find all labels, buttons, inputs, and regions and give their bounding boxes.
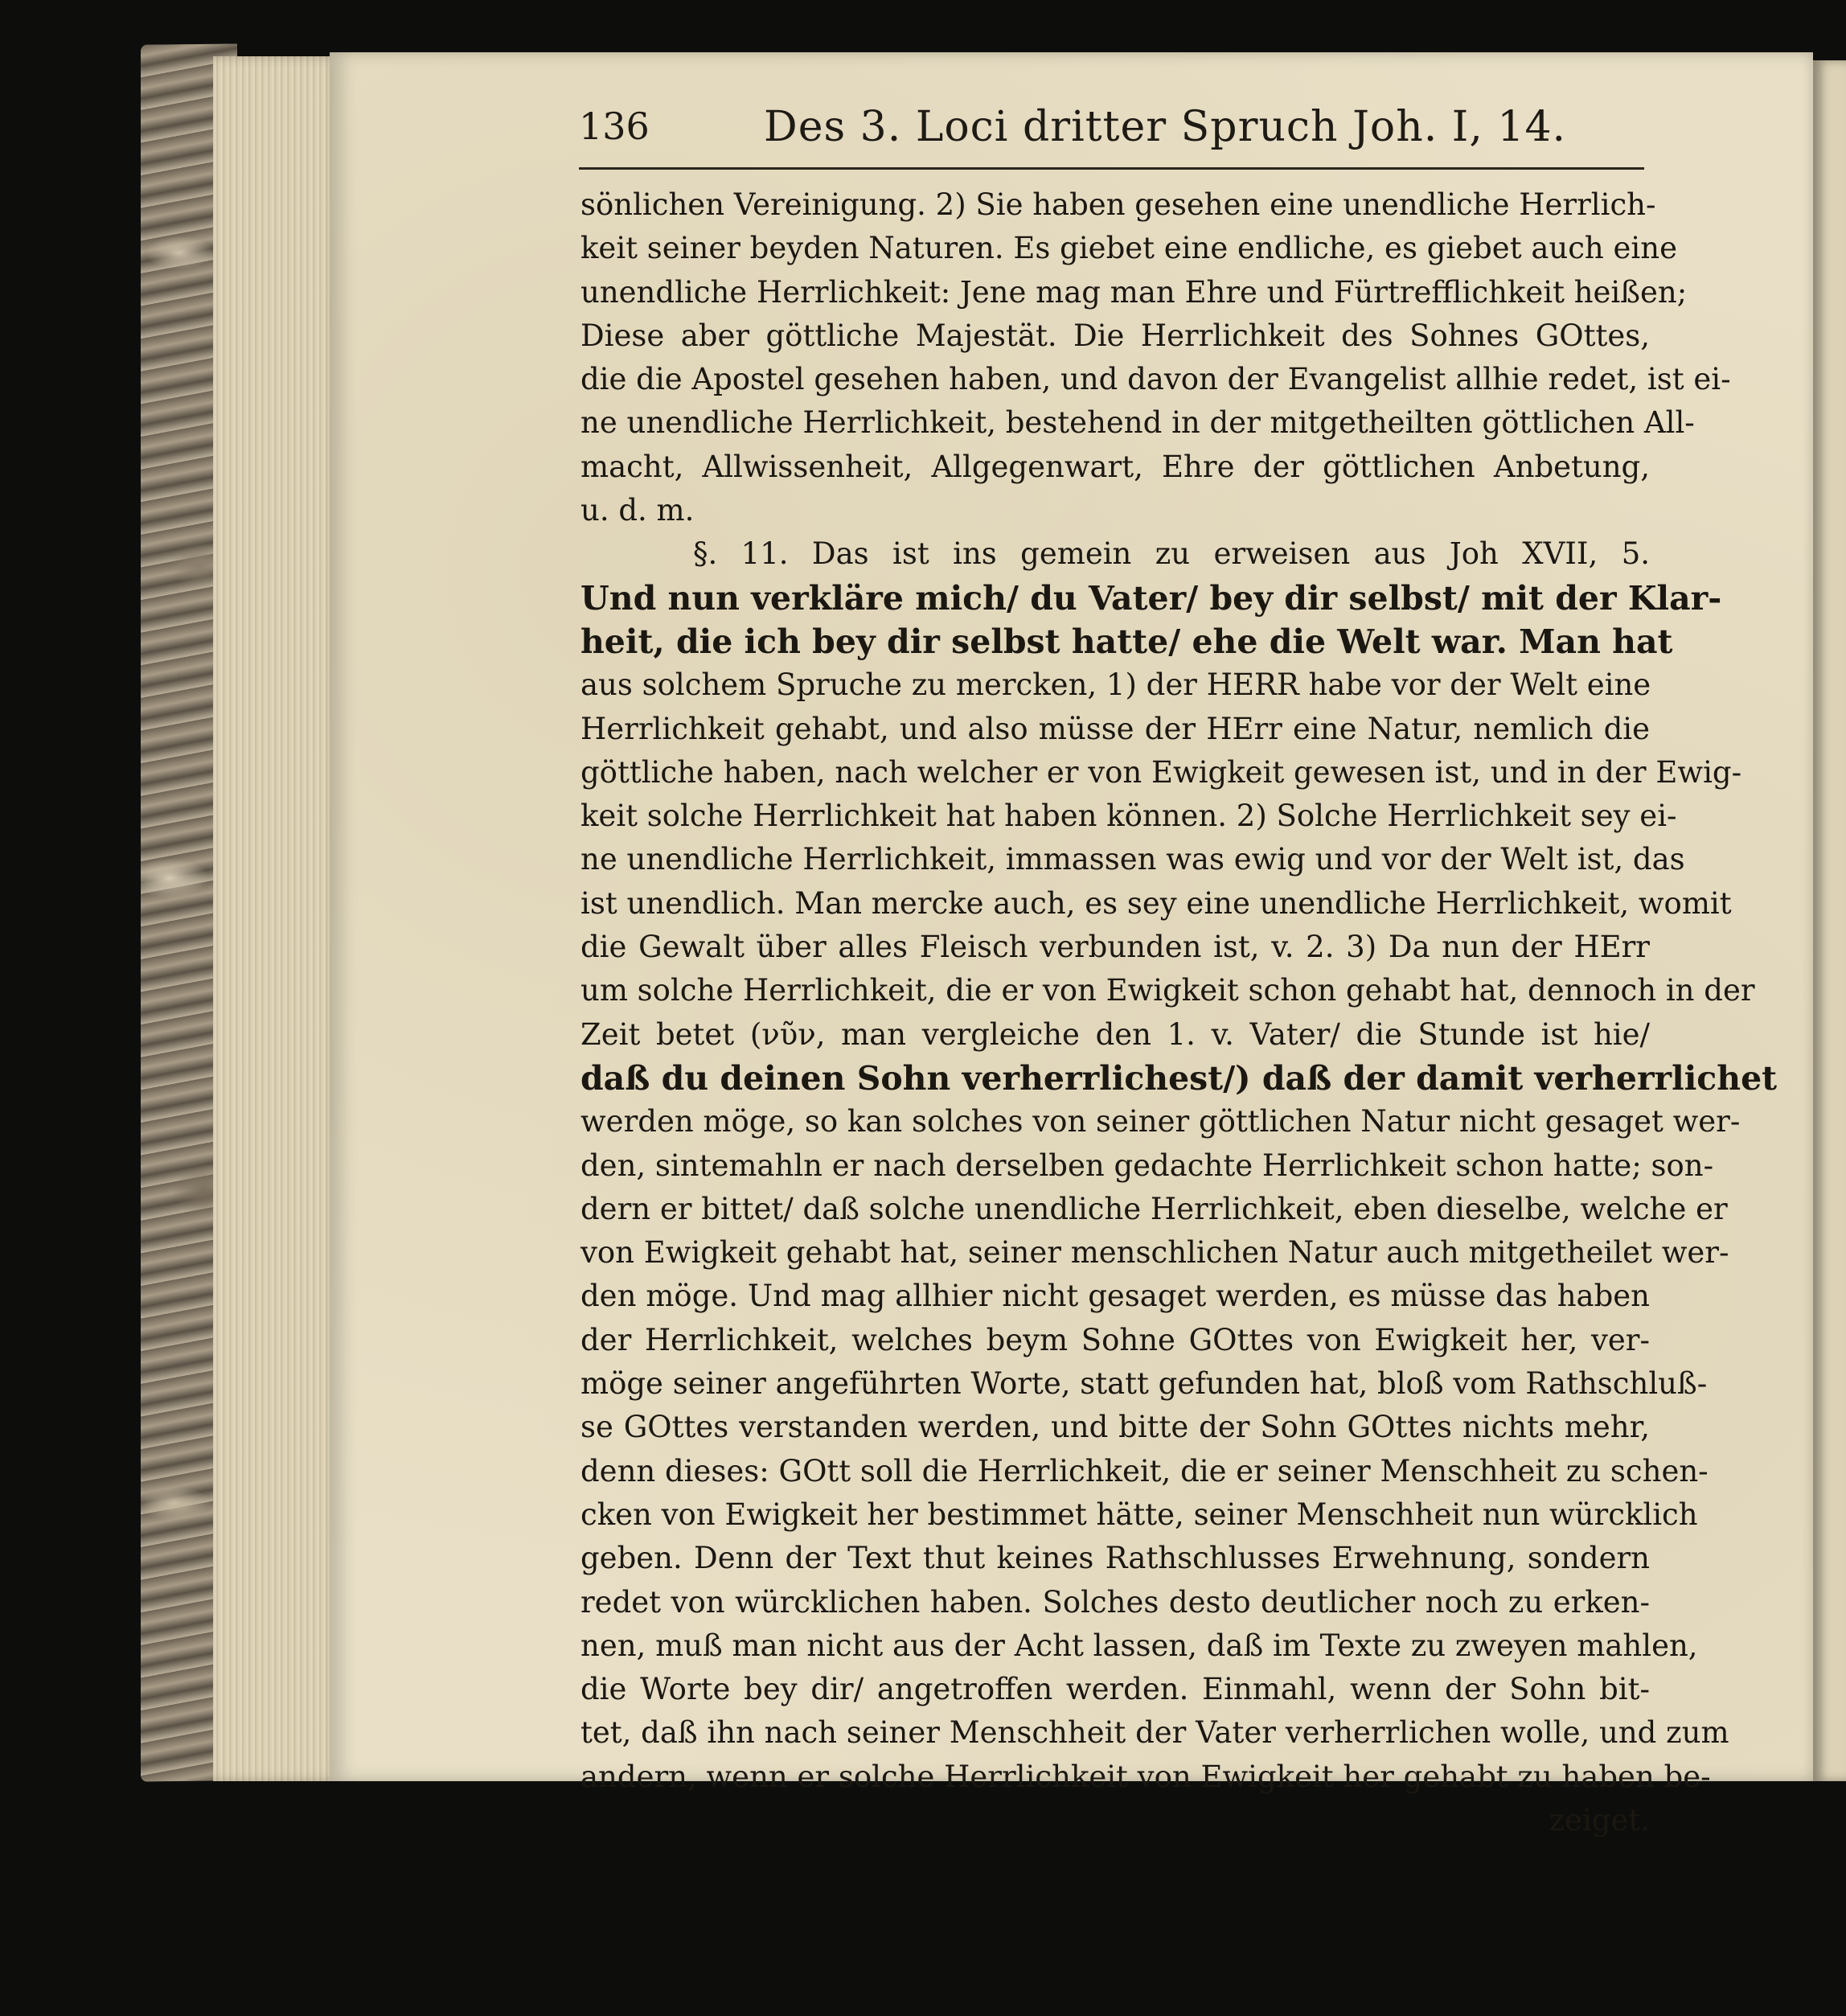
text-line-emphasis: Und nun verkläre mich/ du Vater/ bey dir selbst/ mit der Klar- [580, 578, 1722, 618]
text-line: dern er bittet/ daß solche unendliche Herrlichkeit, eben dieselbe, welche er [580, 1191, 1728, 1226]
text-line: keit seiner beyden Naturen. Es giebet eine endliche, es giebet auch eine [580, 231, 1677, 266]
text-line: andern, wenn er solche Herrlichkeit von Ewigkeit her gehabt zu haben be- [580, 1759, 1711, 1794]
text-line: cken von Ewigkeit her bestimmet hätte, seiner Menschheit nun würcklich [580, 1497, 1698, 1532]
text-line: von Ewigkeit gehabt hat, seiner menschlichen Natur auch mitgetheilet wer- [580, 1235, 1729, 1271]
text-line: sönlichen Vereinigung. 2) Sie haben gesehen eine unendliche Herrlich- [580, 187, 1656, 222]
text-line: den möge. Und mag allhier nicht gesaget werden, es müsse das haben [580, 1279, 1650, 1314]
header-rule [579, 167, 1644, 170]
text-line: §. 11. Das ist ins gemein zu erweisen aus Joh XVII, 5. [693, 536, 1650, 572]
text-line: tet, daß ihn nach seiner Menschheit der Vater verherrlichen wolle, und zum [580, 1715, 1729, 1751]
text-line: denn dieses: GOtt soll die Herrlichkeit, die er seiner Menschheit zu schen- [580, 1453, 1709, 1488]
text-line: werden möge, so kan solches von seiner göttlichen Natur nicht gesaget wer- [580, 1104, 1741, 1139]
text-line: die Gewalt über alles Fleisch verbunden ist, v. 2. 3) Da nun der HErr [580, 930, 1650, 965]
text-line: se GOttes verstanden werden, und bitte der Sohn GOttes nichts mehr, [580, 1410, 1650, 1445]
text-line-emphasis: daß du deinen Sohn verherrlichest/) daß der damit verherrlichet [580, 1058, 1778, 1098]
text-line: geben. Denn der Text thut keines Rathschlusses Erwehnung, sondern [580, 1541, 1650, 1576]
text-line: den, sintemahln er nach derselben gedachte Herrlichkeit schon hatte; son- [580, 1148, 1714, 1183]
text-line: Diese aber göttliche Majestät. Die Herrlichkeit des Sohnes GOttes, [580, 318, 1650, 353]
text-line: u. d. m. [580, 493, 695, 528]
text-line: keit solche Herrlichkeit hat haben können. 2) Solche Herrlichkeit sey ei- [580, 799, 1677, 834]
running-title: Des 3. Loci dritter Spruch Joh. I, 14. [764, 103, 1567, 151]
page-header [579, 96, 1672, 161]
body-text [580, 183, 1778, 1842]
text-line: unendliche Herrlichkeit: Jene mag man Ehre und Fürtrefflichkeit heißen; [580, 274, 1688, 310]
text-line: Herrlichkeit gehabt, und also müsse der HErr eine Natur, nemlich die [580, 711, 1650, 746]
text-line: um solche Herrlichkeit, die er von Ewigkeit schon gehabt hat, dennoch in der [580, 973, 1755, 1008]
text-line: möge seiner angeführten Worte, statt gefunden hat, bloß vom Rathschluß- [580, 1366, 1708, 1402]
text-line: macht, Allwissenheit, Allgegenwart, Ehre der göttlichen Anbetung, [580, 449, 1650, 484]
text-line: ne unendliche Herrlichkeit, bestehend in der mitgetheilten göttlichen All- [580, 405, 1695, 441]
text-line: Zeit betet (νῦν, man vergleiche den 1. v. Vater/ die Stunde ist hie/ [580, 1016, 1650, 1052]
text-line: die Worte bey dir/ angetroffen werden. Einmahl, wenn der Sohn bit- [580, 1672, 1650, 1707]
text-line: nen, muß man nicht aus der Acht lassen, daß im Texte zu zweyen mahlen, [580, 1628, 1698, 1663]
text-line: aus solchem Spruche zu mercken, 1) der HERR habe vor der Welt eine [580, 667, 1651, 703]
text-line: ist unendlich. Man mercke auch, es sey eine unendliche Herrlichkeit, womit [580, 885, 1732, 921]
text-line: göttliche haben, nach welcher er von Ewigkeit gewesen ist, und in der Ewig- [580, 754, 1742, 790]
text-line: die die Apostel gesehen haben, und davon der Evangelist allhie redet, ist ei- [580, 362, 1731, 397]
catchword: zeiget. [1549, 1802, 1650, 1837]
page-edges [213, 56, 342, 1781]
text-line: der Herrlichkeit, welches beym Sohne GOttes von Ewigkeit her, ver- [580, 1322, 1650, 1357]
text-line: ne unendliche Herrlichkeit, immassen was ewig und vor der Welt ist, das [580, 842, 1685, 877]
text-line-emphasis: heit, die ich bey dir selbst hatte/ ehe die Welt war. Man hat [580, 622, 1673, 661]
page-number: 136 [579, 105, 650, 148]
facing-page-edge [1813, 60, 1846, 1781]
text-line: redet von würcklichen haben. Solches desto deutlicher noch zu erken- [580, 1584, 1650, 1620]
